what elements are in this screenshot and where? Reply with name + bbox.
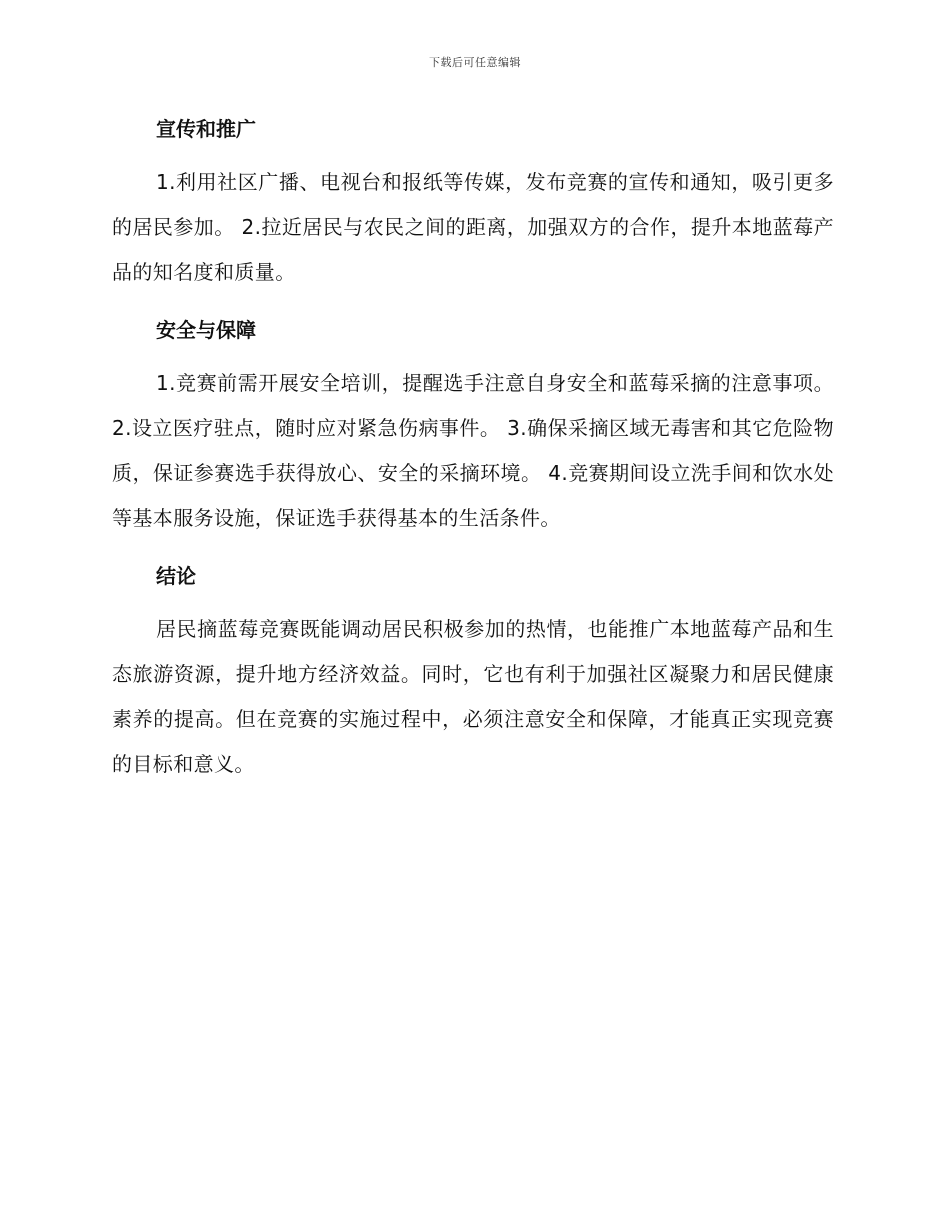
section-heading: 安全与保障 [156, 318, 256, 342]
section-safety [112, 313, 834, 541]
section-heading: 宣传和推广 [156, 117, 256, 141]
section-paragraph: 1.竞赛前需开展安全培训，提醒选手注意自身安全和蓝莓采摘的注意事项。 2.设立医疗驻点，随时应对紧急伤病事件。 3.确保采摘区域无毒害和其它危险物质，保证参赛选手获得放心、安全的采摘环境。 4.竞赛期间设立洗手间和饮水处等基本服务设施，保证选手获得基本的生活条件。 [112, 371, 834, 530]
section-heading: 结论 [156, 564, 196, 588]
section-conclusion [112, 559, 834, 787]
section-paragraph: 1.利用社区广播、电视台和报纸等传媒，发布竞赛的宣传和通知，吸引更多的居民参加。 2.拉近居民与农民之间的距离，加强双方的合作，提升本地蓝莓产品的知名度和质量。 [112, 170, 834, 284]
section-paragraph: 居民摘蓝莓竞赛既能调动居民积极参加的热情，也能推广本地蓝莓产品和生态旅游资源，提升地方经济效益。同时，它也有利于加强社区凝聚力和居民健康素养的提高。但在竞赛的实施过程中，必须注意安全和保障，才能真正实现竞赛的目标和意义。 [112, 617, 834, 776]
page-header: 下载后可任意编辑 [429, 56, 521, 69]
document-content [112, 112, 834, 805]
section-promotion [112, 112, 834, 295]
